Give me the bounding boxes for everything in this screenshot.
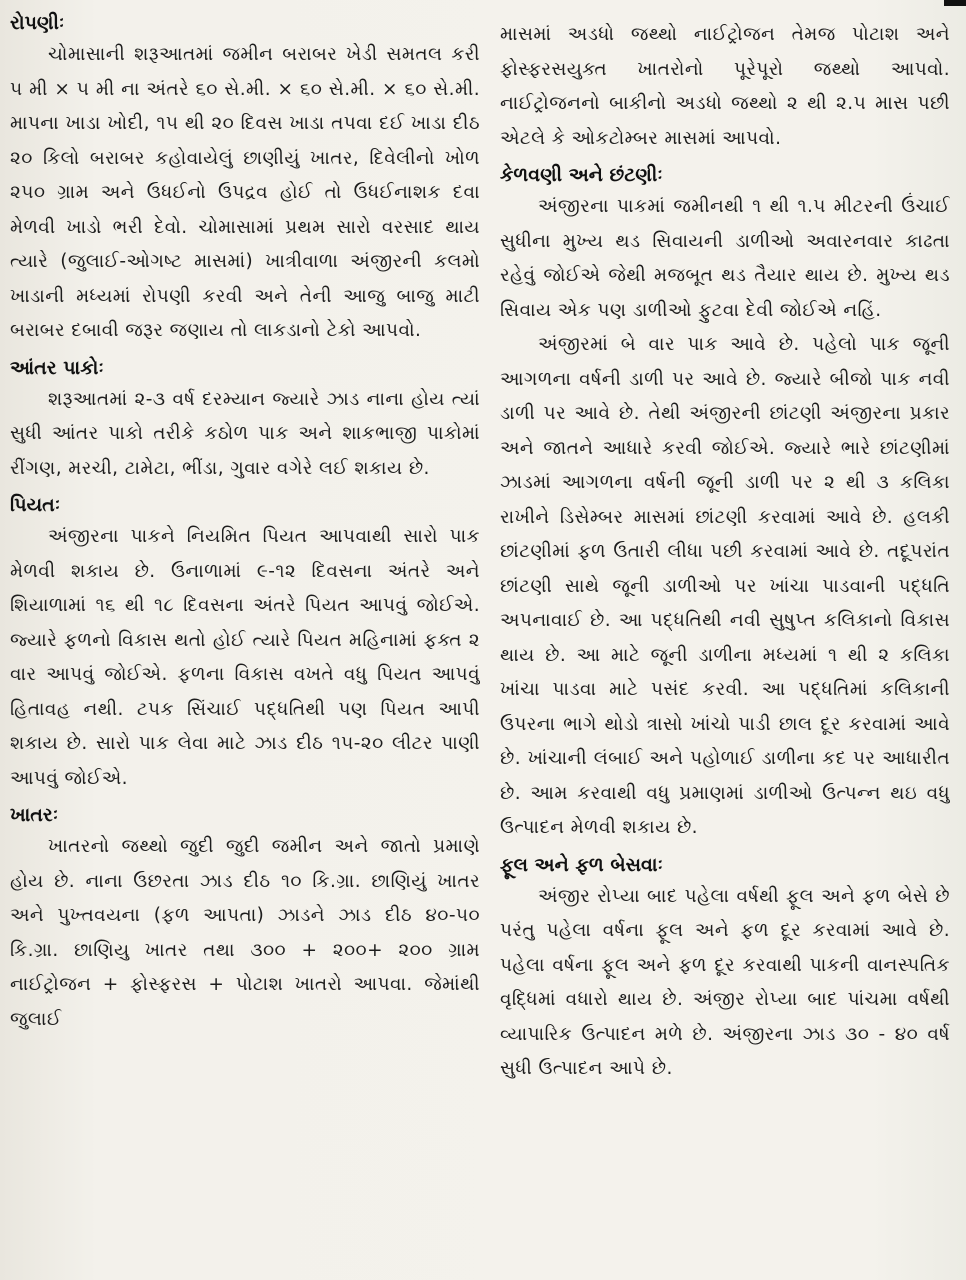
- section-heading-kelavani: કેળવણી અને છંટણીઃ: [500, 164, 663, 186]
- section-body-khatar-continued: માસમાં અડધો જથ્થો નાઈટ્રોજન તેમજ પોટાશ અને ફોસ્ફરસયુક્ત ખાતરોનો પૂરેપૂરો જથ્થો આપવો. નાઈટ્રોજનનો બાકીનો અડધો જથ્થો ૨ થી ૨.૫ માસ પછી એટલે કે ઓકટોમ્બર માસમાં આપવો.: [500, 24, 950, 149]
- section-heading-phool-ane-phal: ફૂલ અને ફળ બેસવાઃ: [500, 853, 663, 876]
- section-heading-piyat: પિયતઃ: [10, 494, 61, 516]
- section-body-khatar: ખાતરનો જથ્થો જુદી જુદી જમીન અને જાતો પ્રમાણે હોય છે. નાના ઉછરતા ઝાડ દીઠ ૧૦ કિ.ગ્રા. છાણિયું ખાતર અને પુખ્તવયના (ફળ આપતા) ઝાડને ઝાડ દીઠ ૪૦-૫૦ કિ.ગ્રા. છાણિયુ ખાતર તથા ૩૦૦ + ૨૦૦+ ૨૦૦ ગ્રામ નાઈટ્રોજન + ફોસ્ફરસ + પોટાશ ખાતરો આપવા. જેમાંથી જુલાઈ: [10, 836, 480, 1030]
- section-body-antar-pako: શરૂઆતમાં ૨-૩ વર્ષ દરમ્યાન જ્યારે ઝાડ નાના હોય ત્યાં સુધી આંતર પાકો તરીકે કઠોળ પાક અને શાકભાજી પાકોમાં રીંગણ, મરચી, ટામેટા, ભીંડા, ગુવાર વગેરે લઈ શકાય છે.: [10, 388, 480, 479]
- section-heading-antar-pako: આંતર પાકોઃ: [10, 356, 104, 379]
- section-body-piyat: અંજીરના પાકને નિયમિત પિયત આપવાથી સારો પાક મેળવી શકાય છે. ઉનાળામાં ૯-૧૨ દિવસના અંતરે અને શિયાળામાં ૧૬ થી ૧૮ દિવસના અંતરે પિયત આપવું જોઈએ. જ્યારે ફળનો વિકાસ થતો હોઈ ત્યારે પિયત મહિનામાં ફક્ત ૨ વાર આપવું જોઈએ. ફળના વિકાસ વખતે વધુ પિયત આપવું હિતાવહ નથી. ટપક સિંચાઈ પદ્ધતિથી પણ પિયત આપી શકાય છે. સારો પાક લેવા માટે ઝાડ દીઠ ૧૫-૨૦ લીટર પાણી આપવું જોઈએ.: [10, 526, 480, 789]
- section-body-ropani: ચોમાસાની શરૂઆતમાં જમીન બરાબર ખેડી સમતલ કરી ૫ મી × ૫ મી ના અંતરે ૬૦ સે.મી. × ૬૦ સે.મી. × ૬૦ સે.મી. માપના ખાડા ખોદી, ૧૫ થી ૨૦ દિવસ ખાડા તપવા દઈ ખાડા દીઠ ૨૦ કિલો બરાબર કહોવાયેલું છાણીયું ખાતર, દિવેલીનો ખોળ ૨૫૦ ગ્રામ અને ઉધઈનો ઉપદ્રવ હોઈ તો ઉધઈનાશક દવા મેળવી ખાડો ભરી દેવો. ચોમાસામાં પ્રથમ સારો વરસાદ થાય ત્યારે (જુલાઈ-ઓગષ્ટ માસમાં) ખાત્રીવાળા અંજીરની કલમો ખાડાની મધ્યમાં રોપણી કરવી અને તેની આજુ બાજુ માટી બરાબર દબાવી જરૂર જણાય તો લાકડાનો ટેકો આપવો.: [10, 44, 480, 341]
- left-column: [10, 0, 480, 1280]
- section-heading-ropani: રોપણીઃ: [10, 12, 65, 34]
- section-heading-khatar: ખાતરઃ: [10, 804, 59, 826]
- section-body-phool-ane-phal: અંજીર રોપ્યા બાદ પહેલા વર્ષથી ફૂલ અને ફળ બેસે છે પરંતુ પહેલા વર્ષના ફૂલ અને ફળ દૂર કરવામાં આવે છે. પહેલા વર્ષના ફૂલ અને ફળ દૂર કરવાથી પાકની વાનસ્પતિક વૃદ્ધિમાં વધારો થાય છે. અંજીર રોપ્યા બાદ પાંચમા વર્ષથી વ્યાપારિક ઉત્પાદન મળે છે. અંજીરના ઝાડ ૩૦ - ૪૦ વર્ષ સુધી ઉત્પાદન આપે છે.: [500, 885, 950, 1079]
- section-body-kelavani-2: અંજીરમાં બે વાર પાક આવે છે. પહેલો પાક જૂની આગળના વર્ષની ડાળી પર આવે છે. જ્યારે બીજો પાક નવી ડાળી પર આવે છે. તેથી અંજીરની છાંટણી અંજીરના પ્રકાર અને જાતને આધારે કરવી જોઈએ. જ્યારે ભારે છાંટણીમાં ઝાડમાં આગળના વર્ષની જૂની ડાળી પર ૨ થી ૩ કલિકા રાખીને ડિસેમ્બર માસમાં છાંટણી કરવામાં આવે છે. હલકી છાંટણીમાં ફળ ઉતારી લીધા પછી કરવામાં આવે છે. તદૂપરાંત છાંટણી સાથે જૂની ડાળીઓ પર ખાંચા પાડવાની પદ્ધતિ અપનાવાઈ છે. આ પદ્ધતિથી નવી સુષુપ્ત કલિકાનો વિકાસ થાય છે. આ માટે જૂની ડાળીના મધ્યમાં ૧ થી ૨ કલિકા ખાંચા પાડવા માટે પસંદ કરવી. આ પદ્ધતિમાં કલિકાની ઉપરના ભાગે થોડો ત્રાસો ખાંચો પાડી છાલ દૂર કરવામાં આવે છે. ખાંચાની લંબાઈ અને પહોળાઈ ડાળીના કદ પર આધારીત છે. આમ કરવાથી વધુ પ્રમાણમાં ડાળીઓ ઉત્પન્ન થઇ વધુ ઉત્પાદન મેળવી શકાય છે.: [500, 334, 950, 838]
- right-column: [500, 0, 950, 1280]
- section-body-kelavani-1: અંજીરના પાકમાં જમીનથી ૧ થી ૧.૫ મીટરની ઉંચાઈ સુધીના મુખ્ય થડ સિવાયની ડાળીઓ અવારનવાર કાઢતા રહેવું જોઈએ જેથી મજબૂત થડ તૈયાર થાય છે. મુખ્ય થડ સિવાય એક પણ ડાળીઓ ફુટવા દેવી જોઈએ નહિં.: [500, 196, 950, 321]
